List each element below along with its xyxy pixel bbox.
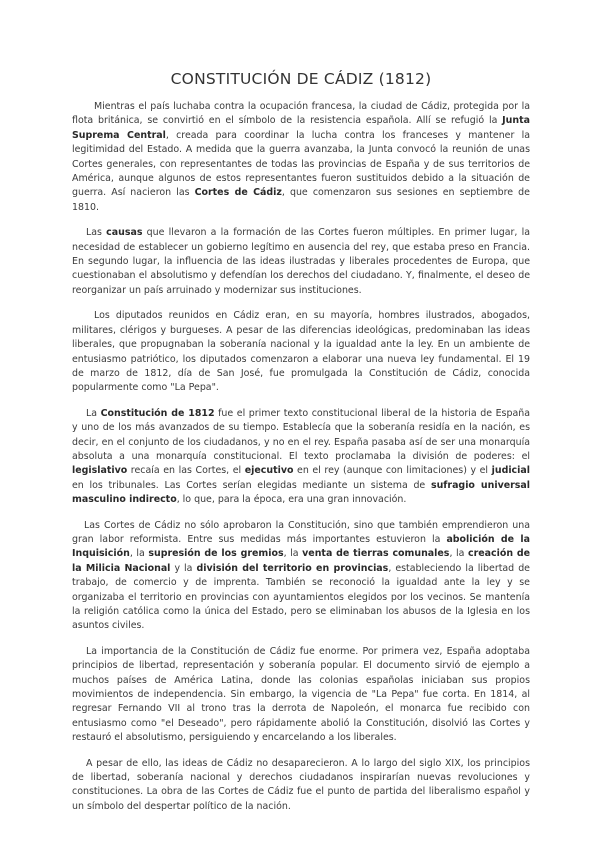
document-title: CONSTITUCIÓN DE CÁDIZ (1812)	[170, 70, 432, 88]
paragraph-3	[72, 309, 530, 395]
text-run: , la	[449, 548, 468, 560]
bold-term: venta de tierras comunales	[302, 548, 450, 560]
paragraph-5	[72, 519, 530, 634]
bold-term: sufragio universal masculino indirecto	[72, 479, 531, 506]
bold-term: causas	[106, 227, 143, 239]
text-run: , creada para coordinar la lucha contra los franceses y mantener la legitimidad del Estado. A medida que la guerra avanzaba, la Junta convocó la reunión de unas Cortes generales, con representantes de todas las provincias de España y de sus territorios de América, aunque algunos de estos representantes fueron sustituidos debido a la situación de guerra. Así nacieron las	[72, 129, 530, 199]
bold-term: creación de la Milicia Nacional	[72, 548, 531, 574]
paragraph-4	[72, 407, 530, 508]
text-run: La	[86, 407, 101, 419]
text-run: A pesar de ello, las ideas de Cádiz no desaparecieron. A lo largo del siglo XIX, los principios de libertad, soberanía nacional y derechos ciudadanos inspirarían nuevas revoluciones y constituciones. La obra de las Cortes de Cádiz fue el punto de partida del liberalismo español y un símbolo del despertar político de la nación.	[72, 757, 530, 812]
text-run: recaía en las Cortes, el	[127, 465, 245, 477]
text-run: y la	[170, 562, 197, 574]
paragraph-1	[72, 100, 530, 215]
bold-term: judicial	[491, 465, 530, 477]
text-run: , estableciendo la libertad de trabajo, de comercio y de imprenta. También se reconoció la igualdad ante la ley y se organizaba el territorio en provincias con ayuntamientos elegidos por los vecinos. Se mantenía la religión católica como la única del Estado, pero se eliminaban los abusos de la Iglesia en los asuntos civiles.	[72, 562, 530, 632]
bold-term: legislativo	[72, 465, 128, 477]
text-run: , la	[283, 548, 303, 560]
bold-term: Cortes de Cádiz	[194, 187, 282, 199]
text-run: Los diputados reunidos en Cádiz eran, en su mayoría, hombres ilustrados, abogados, militares, clérigos y burgueses. A pesar de las diferencias ideológicas, predominaban las ideas liberales, que propugnaban la soberanía nacional y la igualdad ante la ley. En un ambiente de entusiasmo patriótico, los diputados comenzaron a elaborar una nueva ley fundamental. El 19 de marzo de 1812, día de San José, fue promulgada la Constitución de Cádiz, conocida popularmente como "La Pepa".	[72, 310, 530, 394]
text-run: , lo que, para la época, era una gran innovación.	[176, 494, 407, 506]
bold-term: Junta Suprema Central	[72, 115, 530, 141]
paragraph-7	[72, 757, 530, 815]
text-run: , que comenzaron sus sesiones en septiembre de 1810.	[72, 187, 530, 213]
text-run: , la	[129, 548, 149, 560]
text-run: Las Cortes de Cádiz no sólo aprobaron la Constitución, sino que también emprendieron una gran labor reformista. Entre sus medidas más importantes estuvieron la	[72, 519, 530, 545]
bold-term: Constitución de 1812	[100, 407, 215, 419]
paragraph-6	[72, 645, 530, 746]
paragraph-2	[72, 226, 530, 298]
bold-term: abolición de la Inquisición	[72, 533, 530, 560]
text-run: La importancia de la Constitución de Cádiz fue enorme. Por primera vez, España adoptaba principios de libertad, representación y soberanía popular. El documento sirvió de ejemplo a muchos países de América Latina, donde las colonias españolas iniciaban sus propios movimientos de independencia. Sin embargo, la vigencia de "La Pepa" fue corta. En 1814, al regresar Fernando VII al trono tras la derrota de Napoleón, el monarca fue recibido con entusiasmo como "el Deseado", pero rápidamente abolió la Constitución, disolvió las Cortes y restauró el absolutismo, persiguiendo y encarcelando a los liberales.	[72, 645, 530, 744]
text-run: fue el primer texto constitucional liberal de la historia de España y uno de los más avanzados de su tiempo. Establecía que la soberanía residía en la nación, es decir, en el conjunto de los ciudadanos, y no en el rey. España pasaba así de ser una monarquía absoluta a una monarquía constitucional. El texto proclamaba la división de poderes: el	[72, 407, 531, 462]
bold-term: división del territorio en provincias	[196, 562, 389, 574]
bold-term: supresión de los gremios	[148, 548, 284, 560]
text-run: en el rey (aunque con limitaciones) y el	[293, 465, 492, 477]
text-run: Las	[86, 227, 107, 239]
text-run: en los tribunales. Las Cortes serían elegidas mediante un sistema de	[72, 479, 431, 491]
text-run: Mientras el país luchaba contra la ocupación francesa, la ciudad de Cádiz, protegida por la flota británica, se convirtió en el símbolo de la resistencia española. Allí se refugió la	[72, 101, 530, 127]
bold-term: ejecutivo	[244, 465, 294, 477]
text-run: que llevaron a la formación de las Cortes fueron múltiples. En primer lugar, la necesidad de establecer un gobierno legítimo en ausencia del rey, que estaba preso en Francia. En segundo lugar, la influencia de las ideas ilustradas y liberales procedentes de Europa, que cuestionaban el absolutismo y defendían los derechos del ciudadano. Y, finalmente, el deseo de reorganizar un país arruinado y modernizar sus instituciones.	[72, 227, 530, 296]
